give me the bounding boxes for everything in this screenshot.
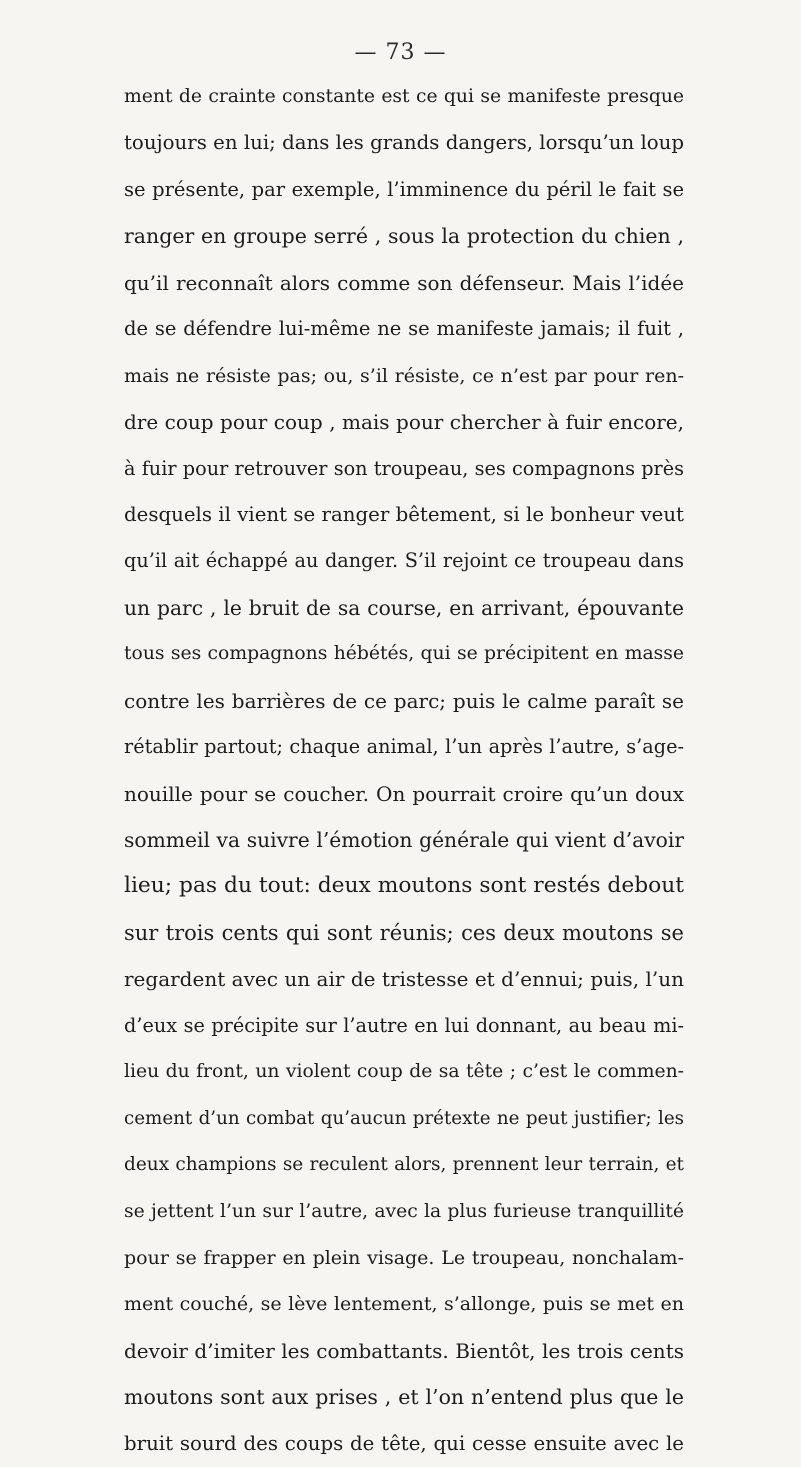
text-line: lieu; pas du tout: deux moutons sont restés debout	[124, 873, 684, 899]
text-line: bruit sourd des coups de tête, qui cesse ensuite avec le	[124, 1431, 684, 1455]
text-line: moutons sont aux prises , et l’on n’entend plus que le	[124, 1385, 684, 1410]
text-line: d’eux se précipite sur l’autre en lui donnant, au beau mi-	[124, 1013, 684, 1037]
text-line: sommeil va suivre l’émotion générale qui vient d’avoir	[124, 828, 684, 852]
text-line: deux champions se reculent alors, prennent leur terrain, et	[124, 1154, 684, 1176]
text-line: ment de crainte constante est ce qui se manifeste presque	[124, 86, 684, 107]
text-line: se jettent l’un sur l’autre, avec la plus furieuse tranquillité	[124, 1200, 684, 1222]
text-line: cement d’un combat qu’aucun prétexte ne peut justifier; les	[124, 1107, 684, 1129]
text-line: de se défendre lui-même ne se manifeste jamais; il fuit ,	[124, 317, 684, 341]
text-line: tous ses compagnons hébétés, qui se précipitent en masse	[124, 643, 684, 665]
text-line: lieu du front, un violent coup de sa tête ; c’est le commen-	[124, 1061, 684, 1083]
text-line: sur trois cents qui sont réunis; ces deux moutons se	[124, 920, 684, 945]
text-line: se présente, par exemple, l’imminence du péril le fait se	[124, 177, 684, 201]
text-line: nouille pour se coucher. On pourrait croire qu’un doux	[124, 781, 684, 806]
text-line: ranger en groupe serré , sous la protection du chien ,	[124, 224, 684, 249]
text-line: pour se frapper en plein visage. Le troupeau, nonchalam-	[124, 1246, 684, 1269]
text-line: toujours en lui; dans les grands dangers, lorsqu’un loup	[124, 131, 684, 155]
text-line: devoir d’imiter les combattants. Bientôt, les trois cents	[124, 1338, 684, 1363]
text-line: à fuir pour retrouver son troupeau, ses compagnons près	[124, 456, 684, 480]
text-line: ment couché, se lève lentement, s’allonge, puis se met en	[124, 1293, 684, 1316]
page-number: — 73 —	[354, 40, 447, 65]
text-line: dre coup pour coup , mais pour chercher à fuir encore,	[124, 410, 684, 435]
text-line: qu’il reconnaît alors comme son défenseur. Mais l’idée	[124, 270, 684, 295]
text-line: rétablir partout; chaque animal, l’un après l’autre, s’age-	[124, 735, 684, 759]
text-line: mais ne résiste pas; ou, s’il résiste, ce n’est par pour ren-	[124, 364, 684, 387]
text-line: desquels il vient se ranger bêtement, si le bonheur veut	[124, 502, 684, 526]
text-line: qu’il ait échappé au danger. S’il rejoint ce troupeau dans	[124, 549, 684, 573]
text-line: un parc , le bruit de sa course, en arrivant, épouvante	[124, 595, 684, 620]
text-line: regardent avec un air de tristesse et d’ennui; puis, l’un	[124, 967, 684, 992]
text-line: contre les barrières de ce parc; puis le calme paraît se	[124, 688, 684, 713]
body-text	[124, 74, 684, 1467]
